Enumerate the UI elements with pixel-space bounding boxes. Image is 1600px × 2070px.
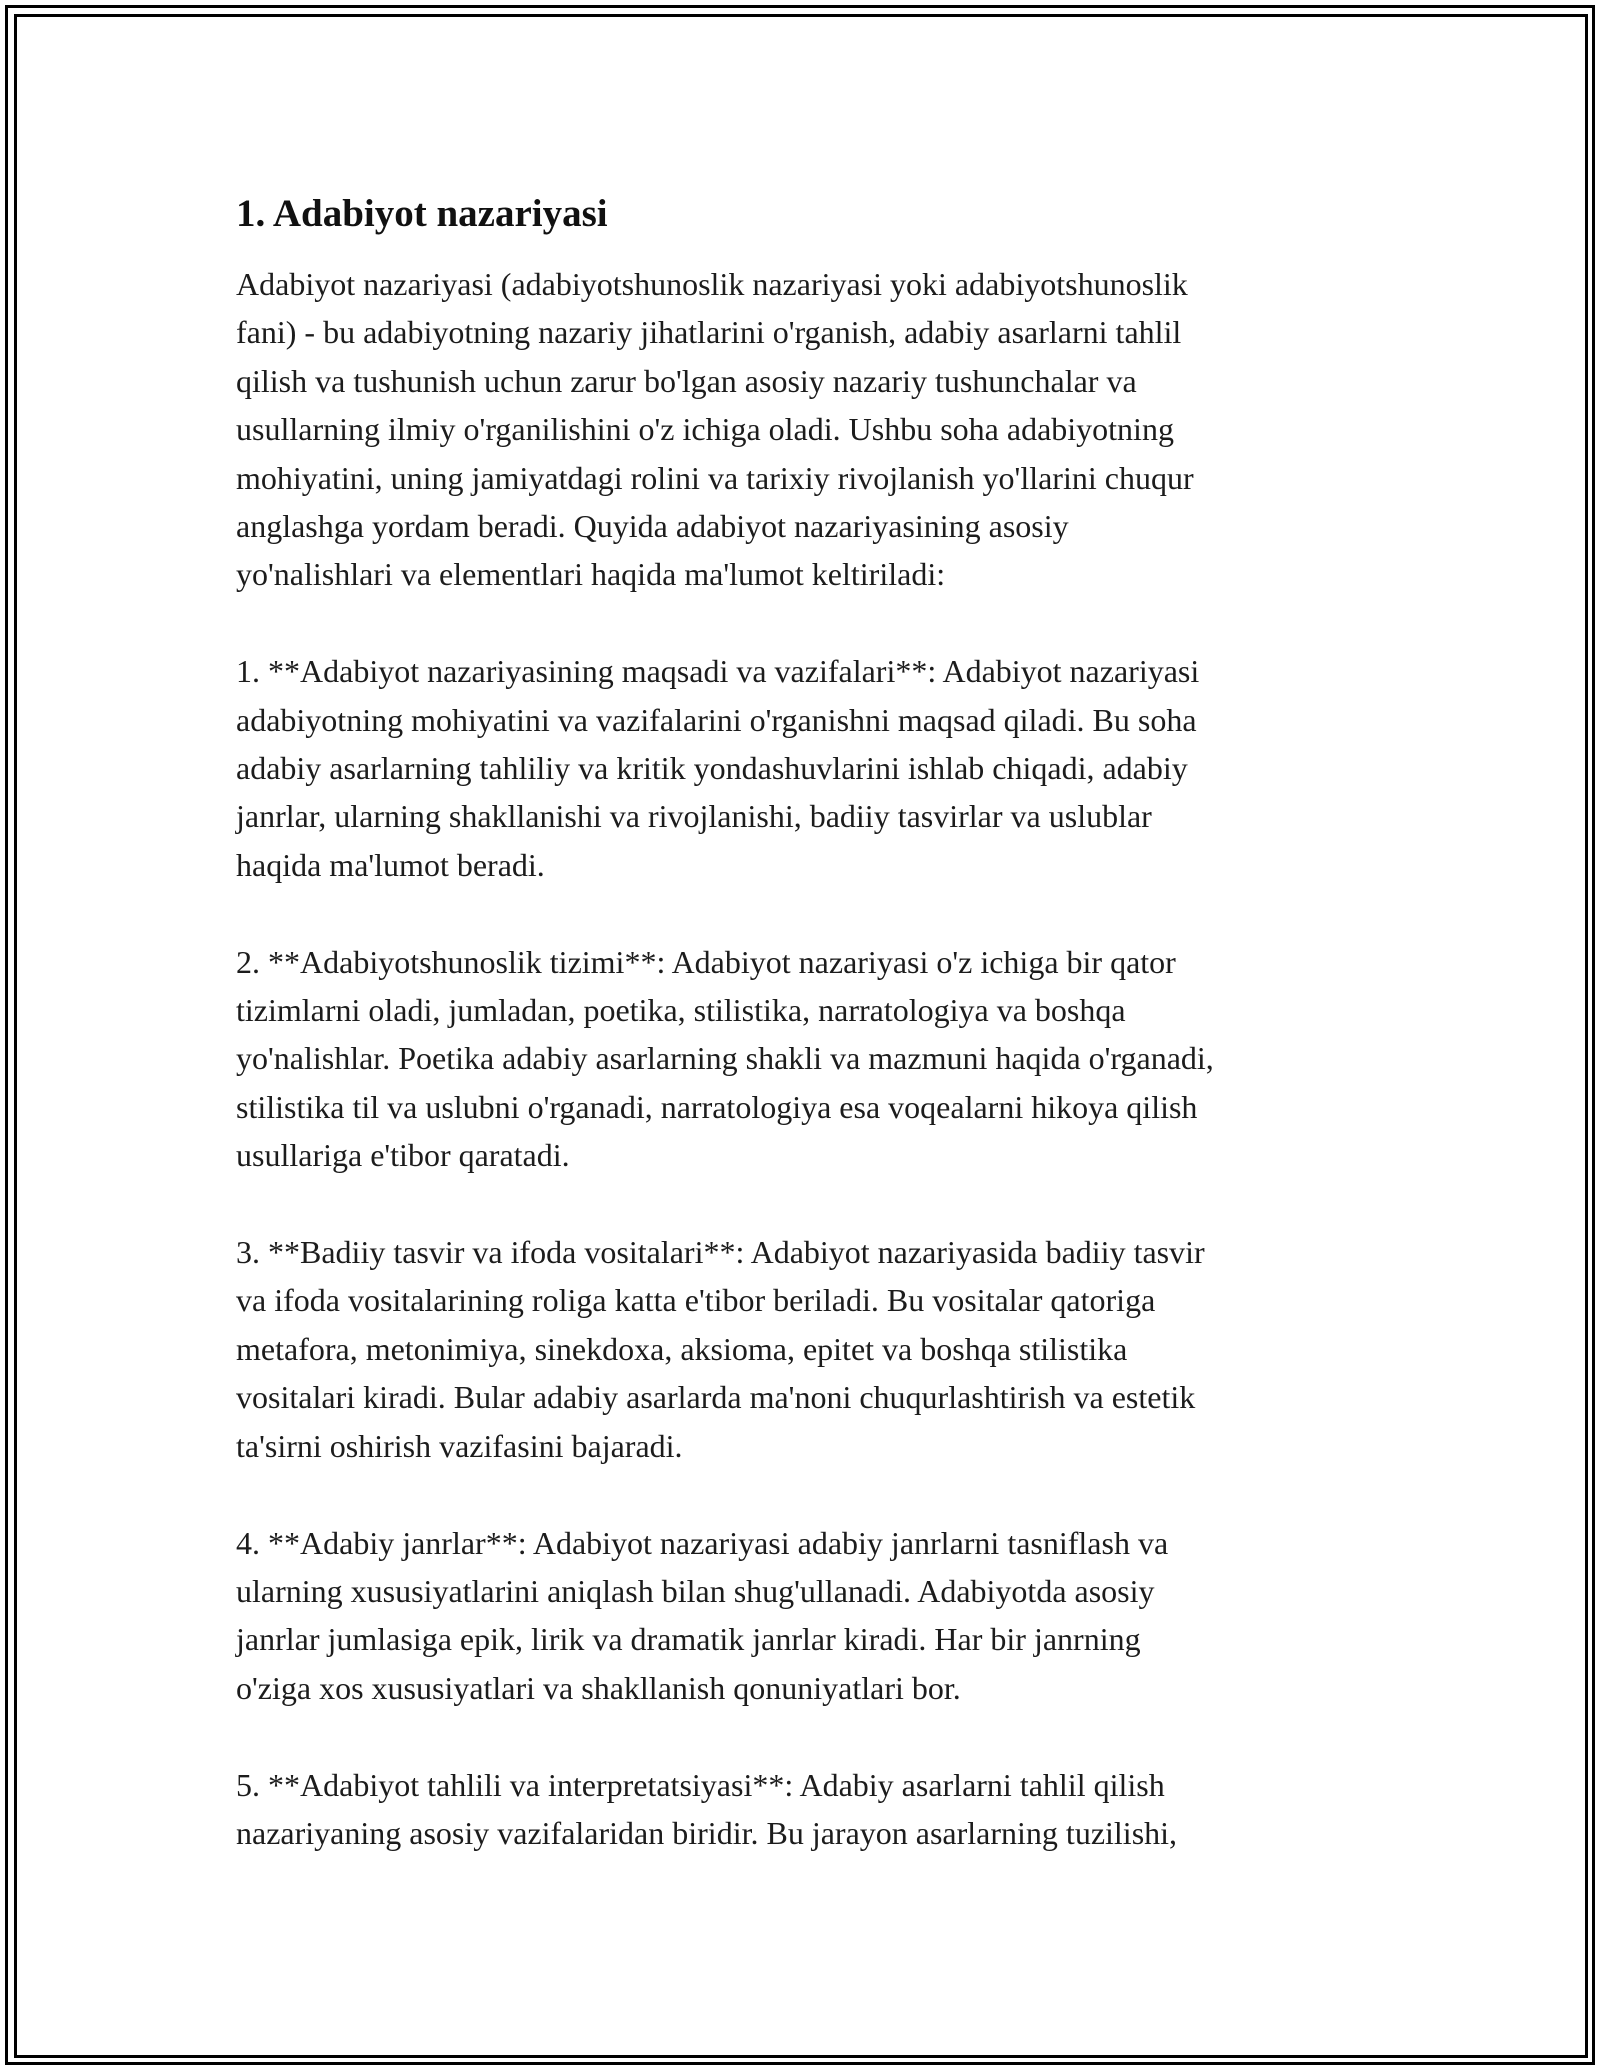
page-title: 1. Adabiyot nazariyasi xyxy=(236,192,608,235)
text-line: vositalari kiradi. Bular adabiy asarlarda ma'noni chuqurlashtirish va estetik xyxy=(236,1379,1196,1416)
text-line: janrlar, ularning shakllanishi va rivojlanishi, badiiy tasvirlar va uslublar xyxy=(236,798,1152,835)
document-body xyxy=(236,186,1376,1906)
text-line: tizimlarni oladi, jumladan, poetika, stilistika, narratologiya va boshqa xyxy=(236,992,1126,1029)
text-line: 5. **Adabiyot tahlili va interpretatsiyasi**: Adabiy asarlarni tahlil qilish xyxy=(236,1766,1165,1803)
text-line: usullariga e'tibor qaratadi. xyxy=(236,1137,570,1174)
text-line: adabiy asarlarning tahliliy va kritik yondashuvlarini ishlab chiqadi, adabiy xyxy=(236,750,1188,787)
text-line: fani) - bu adabiyotning nazariy jihatlarini o'rganish, adabiy asarlarni tahlil xyxy=(236,314,1182,351)
text-line: usullarning ilmiy o'rganilishini o'z ichiga oladi. Ushbu soha adabiyotning xyxy=(236,411,1174,448)
text-line: 3. **Badiiy tasvir va ifoda vositalari**: Adabiyot nazariyasida badiiy tasvir xyxy=(236,1234,1205,1271)
text-line: adabiyotning mohiyatini va vazifalarini o'rganishni maqsad qiladi. Bu soha xyxy=(236,701,1197,738)
text-line: yo'nalishlar. Poetika adabiy asarlarning shakli va mazmuni haqida o'rganadi, xyxy=(236,1040,1214,1077)
text-line: va ifoda vositalarining roliga katta e'tibor beriladi. Bu vositalar qatoriga xyxy=(236,1282,1156,1319)
text-line: 2. **Adabiyotshunoslik tizimi**: Adabiyot nazariyasi o'z ichiga bir qator xyxy=(236,943,1176,980)
text-line: nazariyaning asosiy vazifalaridan biridir. Bu jarayon asarlarning tuzilishi, xyxy=(236,1814,1178,1851)
text-line: mohiyatini, uning jamiyatdagi rolini va tarixiy rivojlanish yo'llarini chuqur xyxy=(236,459,1194,496)
text-line: 1. **Adabiyot nazariyasining maqsadi va vazifalari**: Adabiyot nazariyasi xyxy=(236,653,1200,690)
list-item-4-paragraph xyxy=(236,1519,1376,1713)
text-line: stilistika til va uslubni o'rganadi, narratologiya esa voqealarni hikoya qilish xyxy=(236,1088,1198,1125)
text-line: haqida ma'lumot beradi. xyxy=(236,846,545,883)
list-item-1-paragraph xyxy=(236,647,1376,889)
text-line: ta'sirni oshirish vazifasini bajaradi. xyxy=(236,1427,683,1464)
text-line: qilish va tushunish uchun zarur bo'lgan asosiy nazariy tushunchalar va xyxy=(236,362,1137,399)
text-line: 4. **Adabiy janrlar**: Adabiyot nazariyasi adabiy janrlarni tasniflash va xyxy=(236,1524,1169,1561)
list-item-3-paragraph xyxy=(236,1228,1376,1470)
list-item-5-paragraph xyxy=(236,1761,1376,1858)
text-line: anglashga yordam beradi. Quyida adabiyot nazariyasining asosiy xyxy=(236,508,1069,545)
intro-paragraph xyxy=(236,260,1376,599)
text-line: yo'nalishlari va elementlari haqida ma'lumot keltiriladi: xyxy=(236,556,946,593)
text-line: ularning xususiyatlarini aniqlash bilan shug'ullanadi. Adabiyotda asosiy xyxy=(236,1572,1155,1609)
text-line: metafora, metonimiya, sinekdoxa, aksioma, epitet va boshqa stilistika xyxy=(236,1330,1128,1367)
text-line: Adabiyot nazariyasi (adabiyotshunoslik nazariyasi yoki adabiyotshunoslik xyxy=(236,266,1188,302)
text-line: janrlar jumlasiga epik, lirik va dramatik janrlar kiradi. Har bir janrning xyxy=(236,1621,1141,1658)
text-line: o'ziga xos xususiyatlari va shakllanish qonuniyatlari bor. xyxy=(236,1669,961,1706)
list-item-2-paragraph xyxy=(236,938,1376,1180)
